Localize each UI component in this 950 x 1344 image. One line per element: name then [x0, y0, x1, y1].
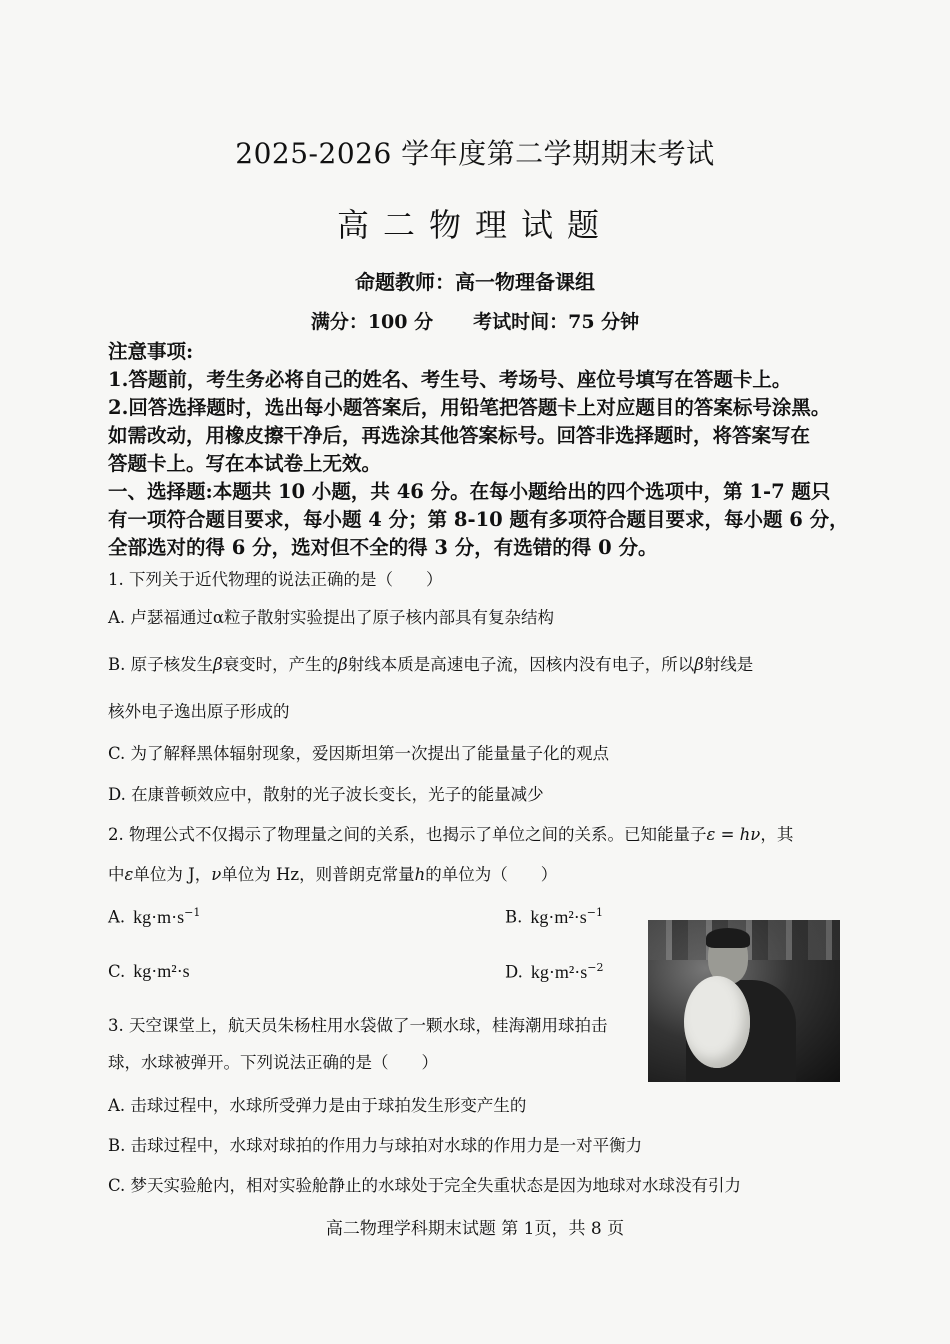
score-time-line: [0, 307, 950, 334]
text-span: 的单位为（ ）: [425, 865, 558, 884]
q3-stem-line1: 3. 天空课堂上，航天员朱杨柱用水袋做了一颗水球，桂海潮用球拍击: [108, 1016, 608, 1035]
text-span: 单位为 J，: [133, 865, 212, 884]
astronaut-water-ball-photo: [648, 920, 840, 1082]
q2-option-d: [505, 961, 604, 983]
beta-symbol: β: [338, 655, 348, 674]
option-label: C.: [108, 962, 126, 981]
text-span: 射线本质是高速电子流，因核内没有电子，所以: [347, 655, 695, 674]
q2-option-b: [505, 906, 603, 928]
subject-title: 高二物理试题: [336, 206, 613, 244]
notice-line: 如需改动，用橡皮擦干净后，再选涂其他答案标号。回答非选择题时，将答案写在: [108, 424, 811, 447]
notice-line: 答题卡上。写在本试卷上无效。: [108, 452, 382, 475]
text-span: 射线是: [703, 655, 754, 674]
q2-stem-line1: [108, 821, 793, 845]
section-instruction: 全部选对的得 6 分，选对但不全的得 3 分，有选错的得 0 分。: [108, 536, 658, 559]
q1-option-b-cont: 核外电子逸出原子形成的: [108, 702, 290, 721]
text-span: B. 原子核发生: [108, 655, 214, 674]
beta-symbol: β: [694, 655, 704, 674]
q1-option-d: D. 在康普顿效应中，散射的光子波长变长，光子的能量减少: [108, 785, 544, 804]
notice-heading: 注意事项:: [108, 340, 194, 363]
option-unit: kg·m·s: [133, 906, 185, 927]
option-label: D.: [505, 962, 523, 982]
exam-time: 考试时间：75 分钟: [473, 311, 640, 333]
astronaut-hair: [706, 928, 750, 948]
q3-stem-line2: 球，水球被弹开。下列说法正确的是（ ）: [108, 1053, 438, 1072]
text-span: 中: [108, 865, 125, 884]
q2-option-a: [108, 906, 200, 928]
exam-title: 2025-2026 学年度第二学期期末考试: [235, 137, 715, 170]
notice-line: 2.回答选择题时，选出每小题答案后，用铅笔把答题卡上对应题目的答案标号涂黑。: [108, 396, 831, 419]
q3-option-b: B. 击球过程中，水球对球拍的作用力与球拍对水球的作用力是一对平衡力: [108, 1136, 643, 1155]
text-span: ，其: [760, 825, 794, 844]
option-exponent: −1: [184, 906, 201, 919]
formula: ε = hν: [706, 825, 761, 844]
section-instruction: 有一项符合题目要求，每小题 4 分；第 8-10 题有多项符合题目要求，每小题 6 分，: [108, 508, 849, 531]
nu-symbol: ν: [211, 865, 222, 884]
h-symbol: h: [414, 865, 426, 884]
option-unit: kg·m²·s: [530, 906, 587, 927]
option-label: B.: [505, 907, 523, 927]
text-span: 单位为 Hz，则普朗克常量: [221, 865, 415, 884]
water-ball: [684, 976, 750, 1068]
q3-option-a: A. 击球过程中，水球所受弹力是由于球拍发生形变产生的: [108, 1096, 527, 1115]
author-line: 命题教师：高一物理备课组: [355, 270, 595, 294]
q1-stem: 1. 下列关于近代物理的说法正确的是（ ）: [108, 570, 443, 589]
option-unit: kg·m²·s: [530, 961, 588, 982]
option-exponent: −1: [586, 906, 603, 919]
option-unit: kg·m²·s: [133, 961, 190, 981]
beta-symbol: β: [213, 655, 223, 674]
q2-stem-line2: [108, 861, 557, 885]
epsilon-symbol: ε: [124, 865, 134, 884]
option-exponent: −2: [587, 961, 604, 974]
text-span: 衰变时，产生的: [222, 655, 339, 674]
notice-line: 1.答题前，考生务必将自己的姓名、考生号、考场号、座位号填写在答题卡上。: [108, 368, 792, 391]
page-footer: 高二物理学科期末试题 第 1页，共 8 页: [325, 1219, 625, 1239]
section-instruction: 一、选择题:本题共 10 小题，共 46 分。在每小题给出的四个选项中，第 1-7 题只: [108, 480, 831, 503]
q3-option-c: C. 梦天实验舱内，相对实验舱静止的水球处于完全失重状态是因为地球对水球没有引力: [108, 1176, 742, 1195]
q2-option-c: [108, 961, 190, 982]
option-label: A.: [108, 907, 126, 927]
q1-option-c: C. 为了解释黑体辐射现象，爱因斯坦第一次提出了能量量子化的观点: [108, 744, 610, 763]
full-score: 满分：100 分: [310, 311, 434, 333]
q1-option-a: A. 卢瑟福通过α粒子散射实验提出了原子核内部具有复杂结构: [108, 608, 555, 627]
text-span: 2. 物理公式不仅揭示了物理量之间的关系，也揭示了单位之间的关系。已知能量子: [108, 825, 707, 844]
q1-option-b: [108, 651, 753, 675]
